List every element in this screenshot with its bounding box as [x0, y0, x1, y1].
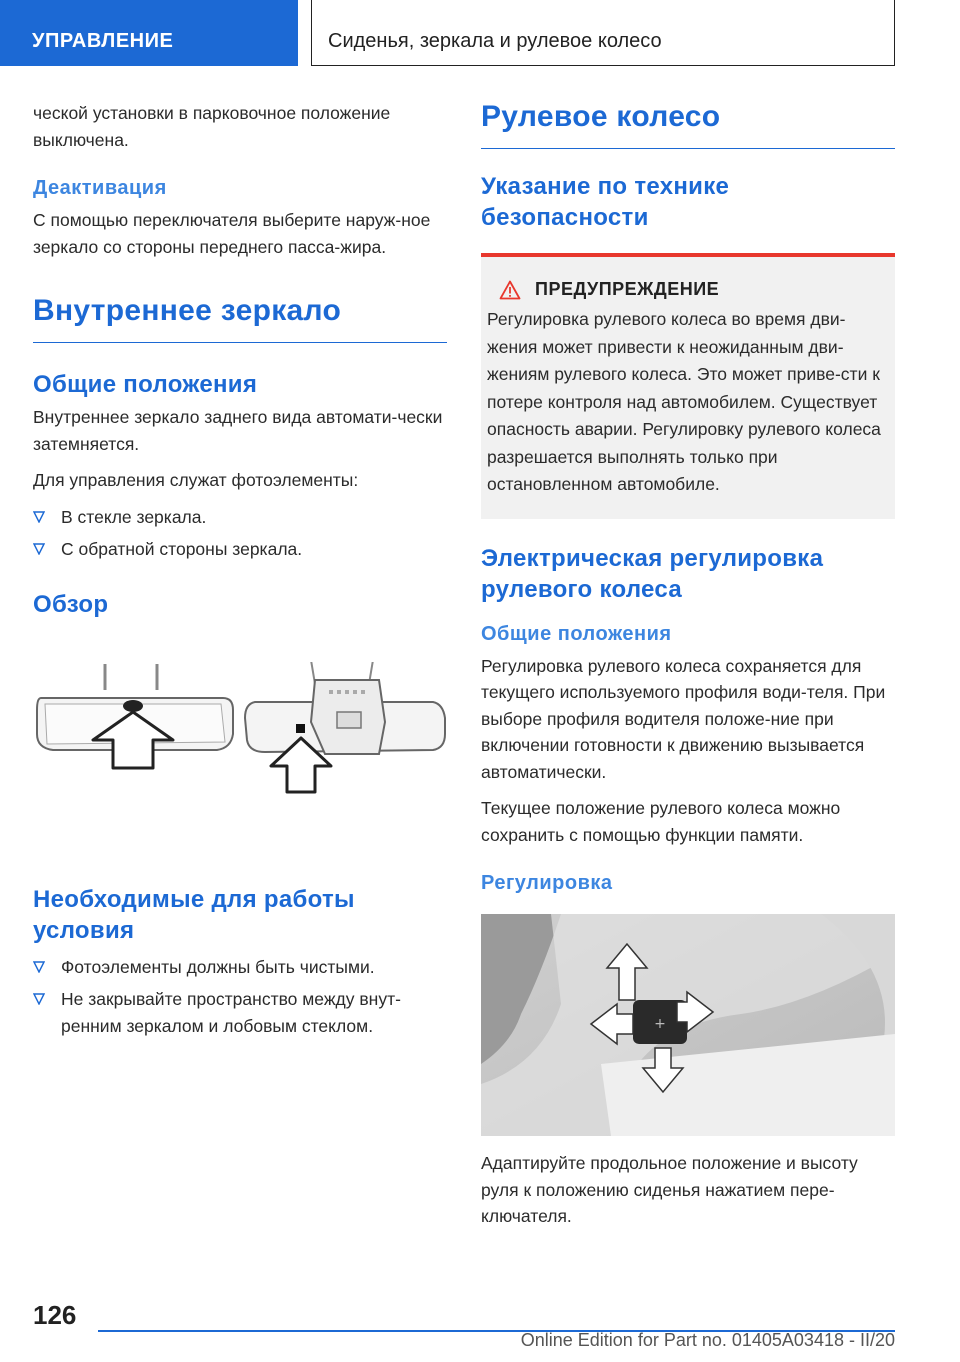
adjust-heading: Регулировка — [481, 872, 613, 894]
steering-switch-image — [481, 914, 895, 1136]
steering-adjust-illustration — [481, 914, 895, 1136]
deactivation-text: С помощью переключателя выберите наруж-ное зеркало со стороны переднего пасса-жира. — [33, 210, 431, 257]
right-general-heading: Общие положения — [481, 622, 672, 645]
condition-item: Не закрывайте пространство между внут-ренним зеркалом и лобовым стеклом. — [61, 989, 401, 1036]
conditions-list — [33, 954, 447, 1040]
warning-title: ПРЕДУПРЕЖДЕНИЕ — [535, 279, 720, 299]
list-item — [33, 536, 447, 563]
safety-heading: Указание по технике безопасности — [481, 173, 730, 231]
general-heading: Общие положения — [33, 371, 258, 398]
bullet-triangle-icon — [33, 543, 45, 555]
overview-heading: Обзор — [33, 590, 109, 618]
conditions-heading: Необходимые для работы условия — [33, 885, 355, 944]
page-number: 126 — [33, 1300, 77, 1330]
bullet-triangle-icon — [33, 511, 45, 523]
warning-box — [481, 253, 895, 519]
svg-text:+: + — [654, 1016, 666, 1032]
bullet-triangle-icon — [33, 993, 45, 1005]
wheel-heading: Рулевое колесо — [481, 100, 895, 149]
deactivation-heading: Деактивация — [33, 177, 167, 199]
list-item — [33, 986, 447, 1039]
list-item — [33, 954, 447, 981]
mirror-illustration — [33, 662, 447, 892]
condition-item: Фотоэлементы должны быть чистыми. — [61, 956, 375, 977]
general-text: Внутреннее зеркало заднего вида автомати-чески затемняется. — [33, 407, 443, 454]
mirror-sensors-image — [33, 662, 447, 892]
sensor-item: С обратной стороны зеркала. — [61, 539, 303, 559]
left-column — [33, 100, 447, 1049]
intro-text: ческой установки в парковочное положение выключена. — [33, 103, 391, 150]
right-general-text-1: Регулировка рулевого колеса сохраняется для текущего используемого профиля води-теля. При выборе профиля водителя положе-ние при включении готовности к движению вызывается автоматически. — [481, 655, 886, 782]
right-general-text-2: Текущее положение рулевого колеса можно сохранить с помощью функции памяти. — [481, 798, 841, 845]
chapter-title: Сиденья, зеркала и рулевое колесо — [311, 0, 895, 66]
electric-heading: Электрическая регулировка рулевого колеса — [481, 544, 824, 603]
sensors-text: Для управления служат фотоэлементы: — [33, 470, 359, 490]
section-tab: УПРАВЛЕНИЕ — [0, 0, 298, 66]
right-column — [481, 100, 895, 1240]
edition-note: Online Edition for Part no. 01405A03418 - II/20 — [520, 1330, 895, 1350]
list-item — [33, 504, 447, 531]
sensor-list — [33, 504, 447, 563]
warning-triangle-icon — [499, 280, 521, 300]
mirror-heading: Внутреннее зеркало — [33, 294, 447, 343]
bullet-triangle-icon — [33, 961, 45, 973]
adjust-text: Адаптируйте продольное положение и высоту руля к положению сиденья нажатием пере-ключателя. — [481, 1153, 858, 1226]
sensor-item: В стекле зеркала. — [61, 506, 207, 527]
warning-text: Регулировка рулевого колеса во время дви-жения может привести к неожиданным дви-жениям рулевого колеса. Это может приве-сти к потере контроля над автомобилем. Существует опасность аварии. Регулировку рулевого колеса разрешается выполнять только при остановленном автомобиле. — [487, 309, 881, 494]
page-header — [0, 0, 960, 66]
